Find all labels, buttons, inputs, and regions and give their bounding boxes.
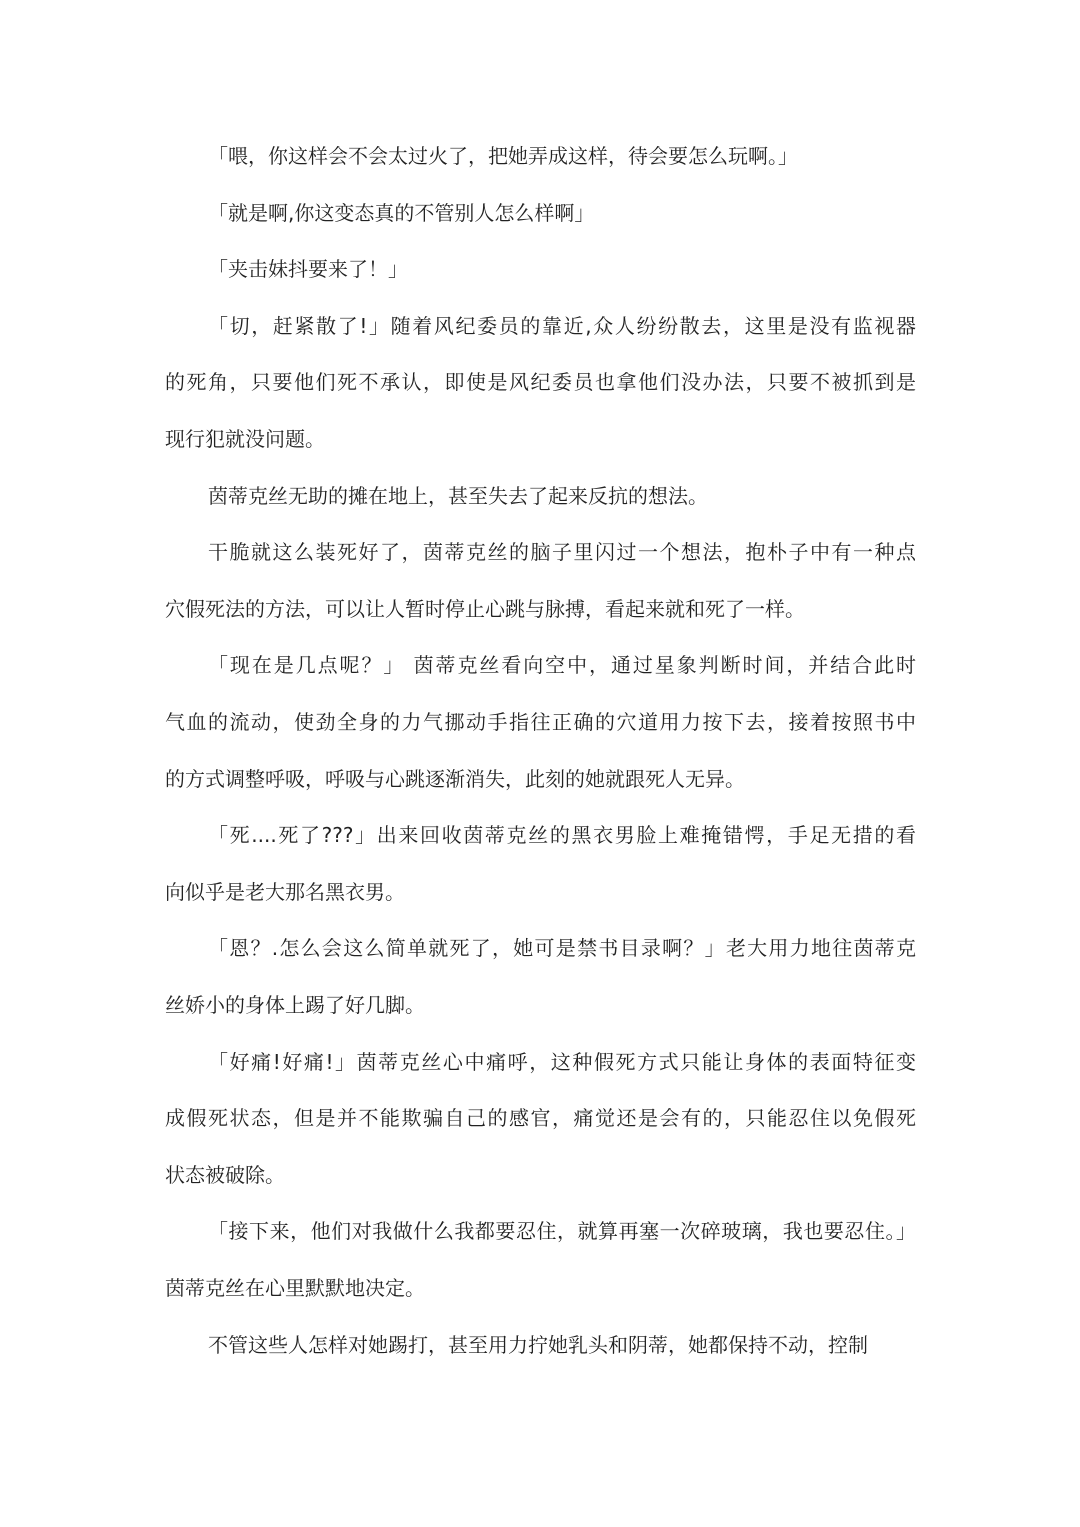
paragraph-line: 向似乎是老大那名黑衣男。 <box>165 879 405 904</box>
paragraph-line: 丝娇小的身体上踢了好几脚。 <box>165 993 425 1017</box>
paragraph-first-line: 茵蒂克丝无助的摊在地上，甚至失去了起来反抗的想法。 <box>208 483 708 508</box>
paragraph-line: 穴假死法的方法，可以让人暂时停止心跳与脉搏，看起来就和死了一样。 <box>165 596 805 621</box>
paragraph-first-line: 「好痛!好痛!」茵蒂克丝心中痛呼，这种假死方式只能让身体的表面特征变 <box>208 1049 916 1074</box>
paragraph-first-line: 「死....死了???」出来回收茵蒂克丝的黑衣男脸上难掩错愕，手足无措的看 <box>208 823 916 848</box>
paragraph-line: 状态被破除。 <box>165 1162 285 1187</box>
paragraph-line: 现行犯就没问题。 <box>165 427 325 451</box>
paragraph-first-line: 干脆就这么装死好了，茵蒂克丝的脑子里闪过一个想法，抱朴子中有一种点 <box>208 540 916 565</box>
paragraph-line: 的死角，只要他们死不承认，即使是风纪委员也拿他们没办法，只要不被抓到是 <box>165 370 916 395</box>
paragraph-first-line: 「接下来，他们对我做什么我都要忍住，就算再塞一次碎玻璃，我也要忍住。」 <box>208 1219 916 1244</box>
paragraph-line: 茵蒂克丝在心里默默地决定。 <box>165 1276 425 1300</box>
paragraph-first-line: 「喂，你这样会不会太过火了，把她弄成这样，待会要怎么玩啊。」 <box>208 144 798 168</box>
paragraph-first-line: 「切，赶紧散了!」随着风纪委员的靠近,众人纷纷散去，这里是没有监视器 <box>208 313 916 338</box>
paragraph-first-line: 「恩？.怎么会这么简单就死了，她可是禁书目录啊？」老大用力地往茵蒂克 <box>208 936 916 961</box>
paragraph-line: 气血的流动，使劲全身的力气挪动手指往正确的穴道用力按下去，接着按照书中 <box>165 710 916 734</box>
paragraph-first-line: 「就是啊,你这变态真的不管别人怎么样啊」 <box>208 200 595 225</box>
paragraph-line: 成假死状态，但是并不能欺骗自己的感官，痛觉还是会有的，只能忍住以免假死 <box>165 1106 916 1131</box>
paragraph-first-line: 「现在是几点呢？」 茵蒂克丝看向空中，通过星象判断时间，并结合此时 <box>208 653 916 678</box>
paragraph-first-line: 「夹击妹抖要来了！」 <box>208 257 408 282</box>
paragraph-first-line: 不管这些人怎样对她踢打，甚至用力拧她乳头和阴蒂，她都保持不动，控制 <box>208 1332 868 1357</box>
paragraph-line: 的方式调整呼吸，呼吸与心跳逐渐消失，此刻的她就跟死人无异。 <box>165 766 745 791</box>
